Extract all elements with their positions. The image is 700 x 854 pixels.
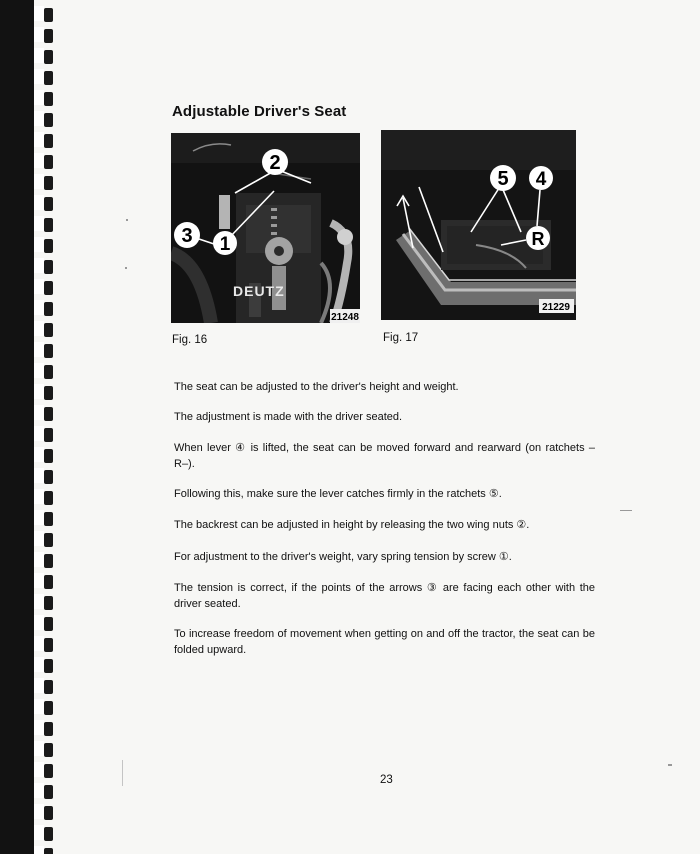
binding-ring xyxy=(44,407,53,421)
binding-ring xyxy=(44,617,53,631)
scan-mark xyxy=(126,219,128,221)
binding-ring xyxy=(44,113,53,127)
paragraph: When lever ④ is lifted, the seat can be moved forward and rearward (on ratchets –R–). xyxy=(174,442,595,470)
binding-ring xyxy=(44,365,53,379)
paragraph: The tension is correct, if the points of the arrows ③ are facing each other with the driver seated. xyxy=(174,582,595,610)
binding-hole xyxy=(34,237,44,252)
binding-ring xyxy=(44,722,53,736)
binding-ring xyxy=(44,134,53,148)
brand-lettering: DEUTZ xyxy=(233,283,285,299)
binding-hole xyxy=(34,825,44,840)
binding-ring xyxy=(44,197,53,211)
binding-hole xyxy=(34,48,44,63)
binding-hole xyxy=(34,69,44,84)
binding-hole xyxy=(34,468,44,483)
callout-2: 2 xyxy=(269,152,281,174)
binding-ring xyxy=(44,701,53,715)
binding-hole xyxy=(34,447,44,462)
binding-hole xyxy=(34,594,44,609)
binding-strip xyxy=(0,0,34,854)
binding-hole xyxy=(34,846,44,854)
binding-ring xyxy=(44,680,53,694)
paragraph: To increase freedom of movement when getting on and off the tractor, the seat can be folded upward. xyxy=(174,628,595,656)
binding-ring xyxy=(44,155,53,169)
binding-ring xyxy=(44,50,53,64)
binding-hole xyxy=(34,678,44,693)
binding-ring xyxy=(44,71,53,85)
figure-17-photo xyxy=(381,130,576,320)
binding-hole xyxy=(34,720,44,735)
binding-ring xyxy=(44,8,53,22)
binding-hole xyxy=(34,363,44,378)
callout-4: 4 xyxy=(535,169,547,190)
binding-hole xyxy=(34,6,44,21)
binding-hole xyxy=(34,384,44,399)
paragraph: The backrest can be adjusted in height by releasing the two wing nuts ②. xyxy=(174,519,530,531)
binding-hole xyxy=(34,405,44,420)
binding-ring xyxy=(44,449,53,463)
scan-mark xyxy=(668,764,672,766)
binding-ring xyxy=(44,512,53,526)
binding-ring xyxy=(44,638,53,652)
binding-ring xyxy=(44,806,53,820)
callout-5: 5 xyxy=(497,168,509,190)
section-heading: Adjustable Driver's Seat xyxy=(172,103,347,120)
binding-ring xyxy=(44,596,53,610)
binding-ring xyxy=(44,575,53,589)
binding-hole xyxy=(34,132,44,147)
callout-3: 3 xyxy=(181,225,193,247)
binding-hole xyxy=(34,510,44,525)
binding-ring xyxy=(44,659,53,673)
callout-1: 1 xyxy=(219,234,231,255)
binding-hole xyxy=(34,804,44,819)
photo-number: 21229 xyxy=(542,302,570,313)
photo-number: 21248 xyxy=(331,312,359,323)
binding-hole xyxy=(34,426,44,441)
binding-hole xyxy=(34,636,44,651)
binding-hole xyxy=(34,489,44,504)
binding-ring xyxy=(44,218,53,232)
scan-mark xyxy=(125,267,127,269)
binding-ring xyxy=(44,470,53,484)
binding-hole xyxy=(34,531,44,546)
binding-hole xyxy=(34,699,44,714)
binding-hole xyxy=(34,741,44,756)
binding-hole xyxy=(34,762,44,777)
binding-ring xyxy=(44,827,53,841)
binding-ring xyxy=(44,743,53,757)
binding-hole xyxy=(34,90,44,105)
binding-ring xyxy=(44,533,53,547)
binding-hole xyxy=(34,279,44,294)
binding-ring xyxy=(44,386,53,400)
binding-hole xyxy=(34,153,44,168)
binding-hole xyxy=(34,216,44,231)
binding-ring xyxy=(44,260,53,274)
binding-ring xyxy=(44,848,53,854)
binding-hole xyxy=(34,615,44,630)
binding-ring xyxy=(44,176,53,190)
page-number: 23 xyxy=(380,774,393,786)
binding-ring xyxy=(44,302,53,316)
binding-ring xyxy=(44,344,53,358)
binding-ring xyxy=(44,428,53,442)
binding-ring xyxy=(44,764,53,778)
paragraph: Following this, make sure the lever catches firmly in the ratchets ⑤. xyxy=(174,488,502,500)
binding-hole xyxy=(34,195,44,210)
binding-hole xyxy=(34,27,44,42)
binding-hole xyxy=(34,300,44,315)
binding-ring xyxy=(44,281,53,295)
binding-hole xyxy=(34,657,44,672)
scan-mark xyxy=(122,760,123,786)
paragraph: The seat can be adjusted to the driver's height and weight. xyxy=(174,381,459,393)
scan-mark xyxy=(620,510,632,511)
binding-hole xyxy=(34,174,44,189)
binding-ring xyxy=(44,239,53,253)
paragraph: For adjustment to the driver's weight, vary spring tension by screw ①. xyxy=(174,551,512,563)
binding-ring xyxy=(44,323,53,337)
binding-ring xyxy=(44,554,53,568)
binding-hole xyxy=(34,573,44,588)
callout-r: R xyxy=(531,229,545,249)
binding-ring xyxy=(44,92,53,106)
binding-hole xyxy=(34,258,44,273)
spiral-binding xyxy=(0,0,62,854)
binding-ring xyxy=(44,491,53,505)
binding-ring xyxy=(44,29,53,43)
binding-hole xyxy=(34,552,44,567)
binding-hole xyxy=(34,111,44,126)
figure-16-photo xyxy=(171,133,360,323)
binding-hole xyxy=(34,342,44,357)
figure-16-caption: Fig. 16 xyxy=(172,334,208,346)
binding-hole xyxy=(34,783,44,798)
figure-17-caption: Fig. 17 xyxy=(383,332,419,344)
binding-hole xyxy=(34,321,44,336)
paragraph: The adjustment is made with the driver seated. xyxy=(174,411,403,423)
binding-ring xyxy=(44,785,53,799)
